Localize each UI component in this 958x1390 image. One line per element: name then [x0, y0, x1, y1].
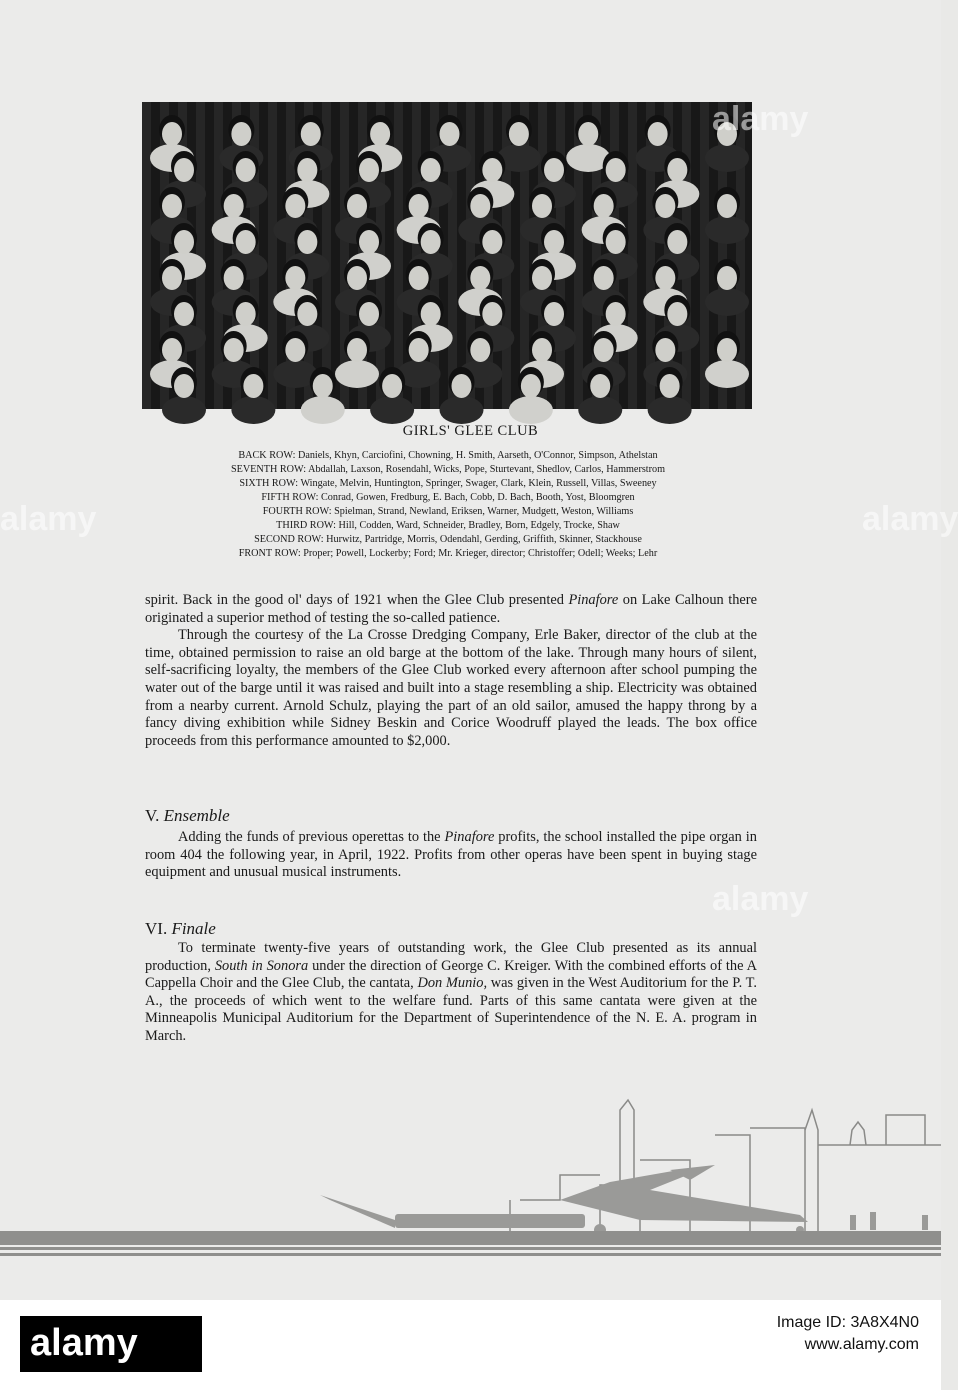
- watermark: alamy: [712, 100, 809, 138]
- caption-rows: [142, 449, 754, 561]
- glee-club-photo: [142, 102, 752, 409]
- caption-row: FOURTH ROW: Spielman, Strand, Newland, Eriksen, Warner, Mudgett, Weston, Williams: [262, 506, 634, 517]
- caption-row: FRONT ROW: Proper; Powell, Lockerby; Ford; Mr. Krieger, director; Christoffer; Odell; Weeks; Lehr: [238, 548, 658, 559]
- section-text-finale: [145, 940, 757, 1046]
- caption-row: FIFTH ROW: Conrad, Gowen, Fredburg, E. Bach, Cobb, D. Bach, Booth, Yost, Bloomgren: [261, 492, 635, 503]
- caption-row: BACK ROW: Daniels, Khyn, Carciofini, Chowning, H. Smith, Aarseth, O'Connor, Simpson, Athelstan: [238, 450, 658, 461]
- image-id: 3A8X4N0: [850, 1314, 919, 1331]
- paragraph: Adding the funds of previous operettas to the Pinafore profits, the school installed the pipe organ in room 404 the following year, in April, 1922. Profits from other operas have been spent in buying stage equipment and unusual musical instruments.: [145, 829, 757, 881]
- site-url: www.alamy.com: [804, 1336, 919, 1353]
- watermark: alamy: [0, 500, 97, 538]
- paragraph: Through the courtesy of the La Crosse Dredging Company, Erle Baker, director of the club at the time, obtained permission to raise an old barge at the bottom of the lake. Through many hours of silent, self-sacrificing loyalty, the members of the Glee Club worked every afternoon after school pumping the water out of the barge until it was raised and built into a stage resembling a ship. Electricity was obtained from a nearby current. Arnold Schulz, playing the part of an old sailor, amused the happy throng by a fancy diving exhibition while Sidney Beskin and Corice Woodruff played the leads. The box office proceeds from this performance amounted to $2,000.: [145, 627, 757, 749]
- paragraph: spirit. Back in the good ol' days of 1921 when the Glee Club presented Pinafore on Lake Calhoun there originated a superior method of testing the so-called patience.: [145, 592, 757, 626]
- caption-row: SIXTH ROW: Wingate, Melvin, Huntington, Springer, Swager, Clark, Klein, Russell, Villas, Sweeney: [239, 478, 657, 489]
- paragraph: To terminate twenty-five years of outstanding work, the Glee Club presented as its annual production, South in Sonora under the direction of George C. Kreiger. With the combined efforts of the A Cappella Choir and the Glee Club, the cantata, Don Munio, was given in the West Auditorium for the P. T. A., the proceeds of which went to the welfare fund. Parts of this same cantata were given at the Minneapolis Municipal Auditorium for the Department of Superintendence of the N. E. A. program in March.: [145, 940, 757, 1044]
- caption-row: SECOND ROW: Hurwitz, Partridge, Morris, Odendahl, Gerding, Griffith, Skinner, Stackhouse: [254, 534, 642, 545]
- body-text: [145, 592, 757, 750]
- photo-caption-title: GIRLS' GLEE CLUB: [402, 423, 539, 439]
- group-portrait: [142, 102, 752, 409]
- section-text-ensemble: [145, 829, 757, 882]
- section-heading-ensemble: V. Ensemble: [145, 806, 230, 825]
- stock-footer: [0, 1300, 941, 1390]
- alamy-logo: alamy: [20, 1316, 202, 1372]
- watermark: alamy: [862, 500, 958, 538]
- caption-row: THIRD ROW: Hill, Codden, Ward, Schneider, Bradley, Born, Edgely, Trocke, Shaw: [276, 520, 620, 531]
- section-heading-finale: VI. Finale: [145, 919, 216, 938]
- image-id-block: Image ID: 3A8X4N0 www.alamy.com: [777, 1312, 919, 1356]
- watermark: alamy: [712, 880, 809, 918]
- caption-row: SEVENTH ROW: Abdallah, Laxson, Rosendahl, Wicks, Pope, Sturtevant, Shedlov, Carlos, Hammerstrom: [230, 464, 666, 475]
- skyline-illustration: [0, 1090, 941, 1260]
